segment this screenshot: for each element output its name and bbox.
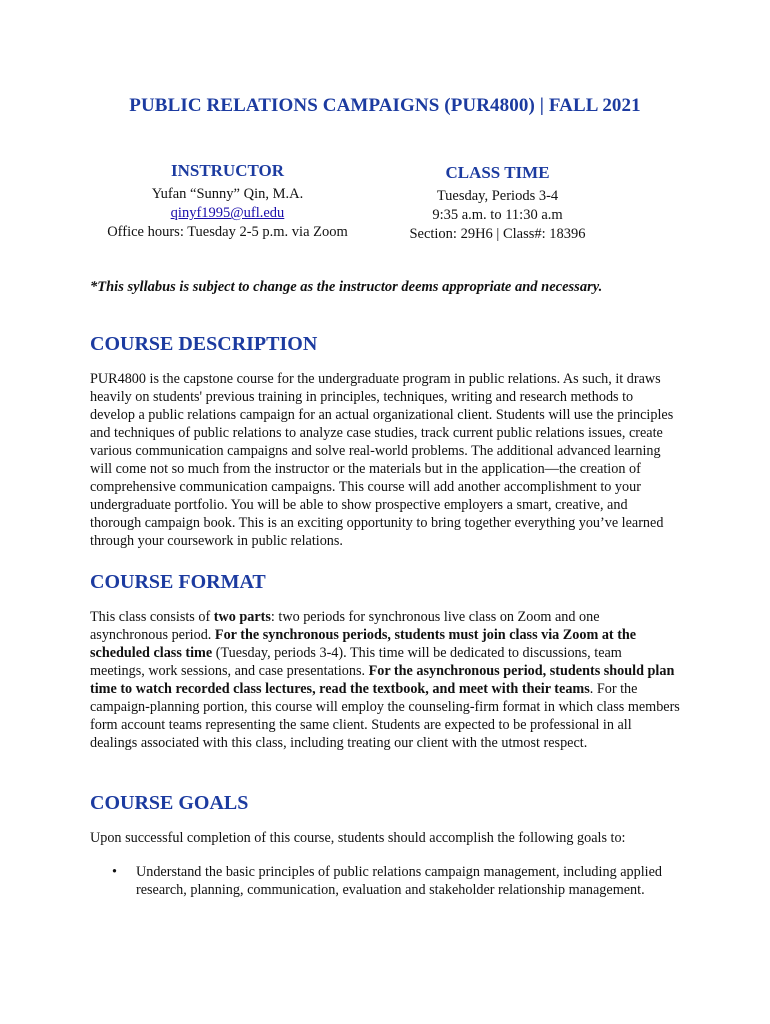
format-bold-3: For the asynchronous period, students should plan time to watch recorded class lectures, read the textbook, and meet with their teams	[90, 663, 675, 697]
format-text-4: . For the campaign-planning portion, this course will employ the counseling-firm format in which class members form account teams representing the same client. Students are expected to be professional in all dealings associated with this class, including treating our client with the utmost respect.	[90, 681, 680, 751]
format-text-3: (Tuesday, periods 3-4). This time will be dedicated to discussions, team meetings, work sessions, and case presentations.	[90, 645, 622, 679]
course-goals-intro: Upon successful completion of this course, students should accomplish the following goals to:	[90, 830, 626, 846]
course-description-section	[90, 331, 680, 550]
instructor-name: Yufan “Sunny” Qin, M.A.	[151, 186, 304, 202]
course-description-text: PUR4800 is the capstone course for the undergraduate program in public relations. As such, it draws heavily on students' previous training in principles, techniques, writing and research methods to develop a public relations campaign for an actual organizational client. Students will use the principles and techniques of public relations to analyze case studies, track current public relations issues, create various communication campaigns and solve real-world problems. The additional advanced learning will come not so much from the instructor or the materials but in the application—the creation of comprehensive communication campaigns. This course will add another accomplishment to your undergraduate portfolio. You will be able to show prospective employers a smart, creative, and thorough campaign book. This is an exciting opportunity to bring together everything you’ve learned through your coursework in public relations.	[90, 371, 674, 549]
course-goals-section	[90, 790, 680, 899]
format-bold-1: two parts	[213, 609, 271, 625]
format-bold-2: For the synchronous periods, students must join class via Zoom at the scheduled class time	[90, 627, 637, 661]
instructor-email-link[interactable]: qinyf1995@ufl.edu	[170, 205, 285, 221]
course-format-section	[90, 569, 680, 752]
class-section: Section: 29H6 | Class#: 18396	[409, 226, 586, 242]
syllabus-disclaimer: *This syllabus is subject to change as the instructor deems appropriate and necessary.	[90, 279, 603, 295]
goal-text: Understand the basic principles of public relations campaign management, including applied research, planning, communication, evaluation and stakeholder relationship management.	[136, 864, 662, 898]
class-hours: 9:35 a.m. to 11:30 a.m	[432, 207, 563, 223]
bullet-icon: •	[112, 864, 117, 880]
class-days: Tuesday, Periods 3-4	[436, 188, 559, 204]
course-goals-list	[90, 863, 680, 899]
format-text-2: : two periods for synchronous live class on Zoom and one asynchronous period.	[90, 609, 600, 643]
course-description-heading: COURSE DESCRIPTION	[90, 333, 318, 355]
instructor-heading: INSTRUCTOR	[170, 161, 285, 180]
course-format-heading: COURSE FORMAT	[90, 571, 266, 593]
class-time-heading: CLASS TIME	[445, 163, 550, 182]
list-item	[90, 863, 680, 899]
format-text-1: This class consists of	[90, 609, 214, 625]
office-hours: Office hours: Tuesday 2-5 p.m. via Zoom	[107, 224, 348, 240]
course-goals-heading: COURSE GOALS	[90, 792, 249, 814]
course-format-text	[90, 608, 680, 752]
page-title: PUBLIC RELATIONS CAMPAIGNS (PUR4800) | FALL 2021	[129, 95, 641, 116]
instructor-block	[80, 160, 375, 242]
class-time-block	[385, 160, 610, 244]
